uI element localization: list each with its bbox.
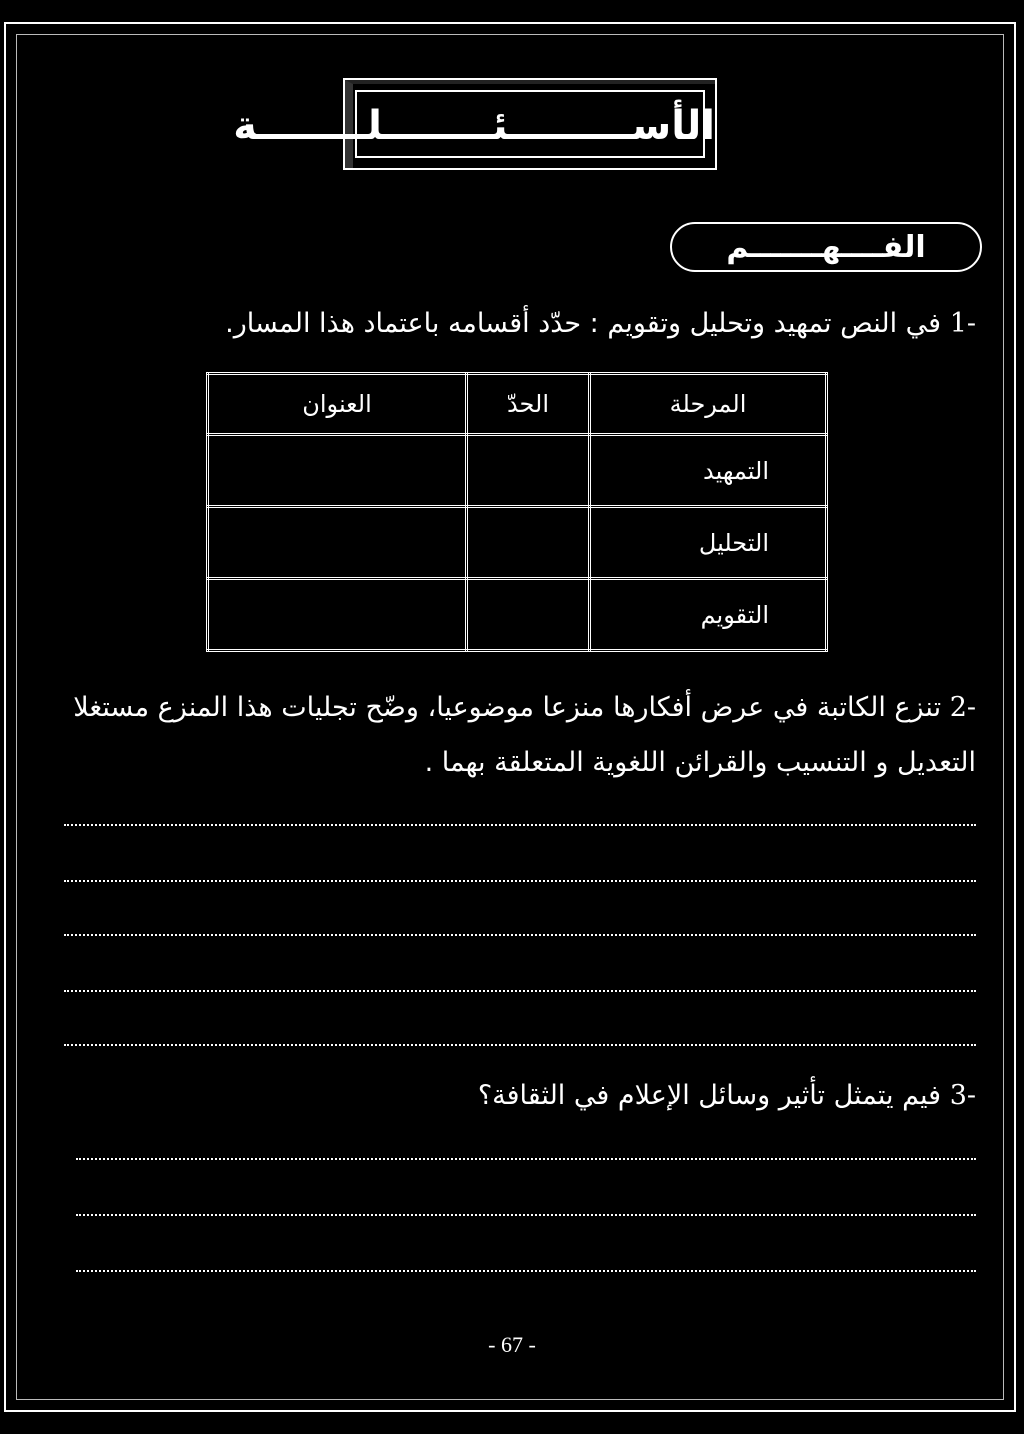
answer-line[interactable] <box>76 1158 976 1160</box>
table-header-stage: المرحلة <box>590 374 827 435</box>
table-row <box>208 435 827 507</box>
answer-line[interactable] <box>64 824 976 826</box>
table-cell-title[interactable] <box>208 435 467 507</box>
table-cell-title[interactable] <box>208 507 467 579</box>
answer-line[interactable] <box>64 1044 976 1046</box>
answer-line[interactable] <box>76 1270 976 1272</box>
question-1-number: -1 <box>949 308 976 339</box>
title-box <box>233 78 717 170</box>
table-cell-limit[interactable] <box>467 507 590 579</box>
page-number: - 67 - <box>488 1332 536 1357</box>
table-cell-limit[interactable] <box>467 579 590 651</box>
section-heading-pill <box>670 222 982 272</box>
question-2-number: -2 <box>949 692 976 723</box>
question-1-text: في النص تمهيد وتحليل وتقويم : حدّد أقسامه باعتماد هذا المسار. <box>225 308 942 339</box>
section-heading: الفــــهـــــــم <box>726 230 926 265</box>
question-3 <box>56 1078 976 1114</box>
table-header-limit: الحدّ <box>467 374 590 435</box>
question-2-text-line-2: التعديل و التنسيب والقرائن اللغوية المتعلقة بهما . <box>424 747 976 778</box>
page-title: الأســـــــــئــــــــلــــــــة <box>233 103 715 149</box>
question-2-text-line-1: تنزع الكاتبة في عرض أفكارها منزعا موضوعيا، وضّح تجليات هذا المنزع مستغلا <box>73 692 942 723</box>
answer-line[interactable] <box>64 880 976 882</box>
question-3-text: فيم يتمثل تأثير وسائل الإعلام في الثقافة؟ <box>477 1080 942 1111</box>
table-header-title: العنوان <box>208 374 467 435</box>
answer-table <box>206 372 828 652</box>
question-3-number: -3 <box>949 1080 976 1111</box>
table-row-label: التمهيد <box>590 435 827 507</box>
answer-line[interactable] <box>64 934 976 936</box>
table-header-row <box>208 374 827 435</box>
table-cell-limit[interactable] <box>467 435 590 507</box>
table-row <box>208 507 827 579</box>
question-2-line-1 <box>56 690 976 726</box>
question-1 <box>56 306 976 342</box>
table-cell-title[interactable] <box>208 579 467 651</box>
question-2-line-2 <box>56 745 976 781</box>
table-row-label: التحليل <box>590 507 827 579</box>
answer-line[interactable] <box>76 1214 976 1216</box>
table-row <box>208 579 827 651</box>
table-row-label: التقويم <box>590 579 827 651</box>
answer-line[interactable] <box>64 990 976 992</box>
